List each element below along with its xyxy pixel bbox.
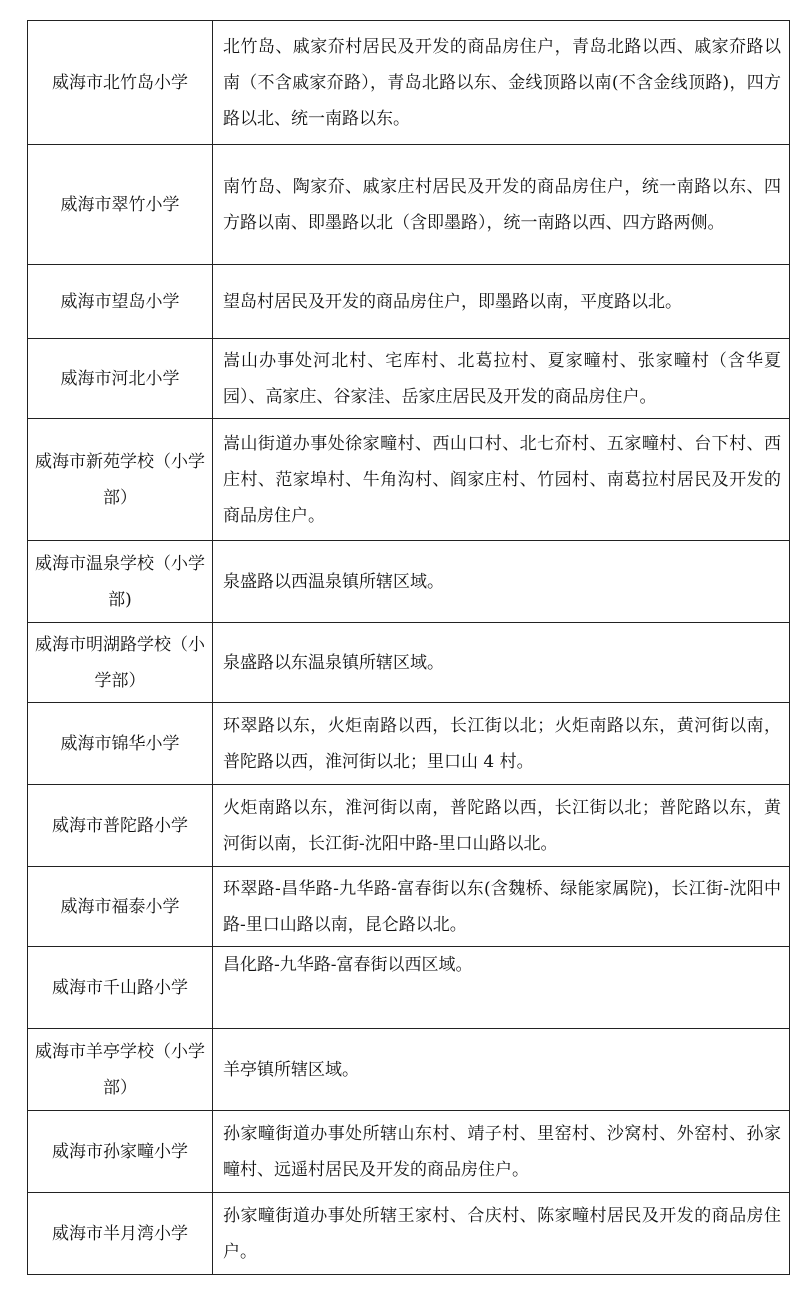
table-row (28, 1029, 790, 1111)
enrollment-area: 北竹岛、戚家夼村居民及开发的商品房住户，青岛北路以西、戚家夼路以南（不含戚家夼路），青岛北路以东、金线顶路以南(不含金线顶路)，四方路以北、统一南路以东。 (213, 21, 790, 145)
table-row (28, 419, 790, 541)
table-row (28, 541, 790, 623)
table-row (28, 785, 790, 867)
school-district-table (27, 20, 790, 1275)
school-name: 威海市北竹岛小学 (28, 21, 213, 145)
table-row (28, 339, 790, 419)
table-row (28, 21, 790, 145)
enrollment-area: 泉盛路以西温泉镇所辖区域。 (213, 541, 790, 623)
school-name: 威海市福泰小学 (28, 867, 213, 947)
table-row (28, 265, 790, 339)
school-name: 威海市羊亭学校（小学部） (28, 1029, 213, 1111)
enrollment-area: 泉盛路以东温泉镇所辖区域。 (213, 623, 790, 703)
enrollment-area: 嵩山办事处河北村、宅库村、北葛拉村、夏家疃村、张家疃村（含华夏园）、高家庄、谷家洼、岳家庄居民及开发的商品房住户。 (213, 339, 790, 419)
table-row (28, 1111, 790, 1193)
school-name: 威海市望岛小学 (28, 265, 213, 339)
enrollment-area: 羊亭镇所辖区域。 (213, 1029, 790, 1111)
school-name: 威海市新苑学校（小学部） (28, 419, 213, 541)
table-row (28, 947, 790, 1029)
school-name: 威海市千山路小学 (28, 947, 213, 1029)
enrollment-area: 昌化路-九华路-富春街以西区域。 (213, 947, 790, 1029)
table-row (28, 623, 790, 703)
school-name: 威海市温泉学校（小学部) (28, 541, 213, 623)
table-row (28, 867, 790, 947)
enrollment-area: 环翠路以东，火炬南路以西，长江街以北；火炬南路以东，黄河街以南，普陀路以西，淮河街以北；里口山 4 村。 (213, 703, 790, 785)
enrollment-area: 孙家疃街道办事处所辖山东村、靖子村、里窑村、沙窝村、外窑村、孙家疃村、远遥村居民及开发的商品房住户。 (213, 1111, 790, 1193)
enrollment-area: 孙家疃街道办事处所辖王家村、合庆村、陈家疃村居民及开发的商品房住户。 (213, 1193, 790, 1275)
school-name: 威海市半月湾小学 (28, 1193, 213, 1275)
enrollment-area: 南竹岛、陶家夼、戚家庄村居民及开发的商品房住户，统一南路以东、四方路以南、即墨路以北（含即墨路），统一南路以西、四方路两侧。 (213, 145, 790, 265)
table-row (28, 703, 790, 785)
school-name: 威海市翠竹小学 (28, 145, 213, 265)
school-name: 威海市锦华小学 (28, 703, 213, 785)
table-row (28, 1193, 790, 1275)
school-name: 威海市孙家疃小学 (28, 1111, 213, 1193)
enrollment-area: 火炬南路以东，淮河街以南，普陀路以西，长江街以北；普陀路以东，黄河街以南，长江街-沈阳中路-里口山路以北。 (213, 785, 790, 867)
school-name: 威海市明湖路学校（小学部） (28, 623, 213, 703)
table-row (28, 145, 790, 265)
school-name: 威海市普陀路小学 (28, 785, 213, 867)
school-name: 威海市河北小学 (28, 339, 213, 419)
enrollment-area: 嵩山街道办事处徐家疃村、西山口村、北七夼村、五家疃村、台下村、西庄村、范家埠村、牛角沟村、阎家庄村、竹园村、南葛拉村居民及开发的商品房住户。 (213, 419, 790, 541)
enrollment-area: 环翠路-昌华路-九华路-富春街以东(含魏桥、绿能家属院)，长江街-沈阳中路-里口山路以南，昆仑路以北。 (213, 867, 790, 947)
enrollment-area: 望岛村居民及开发的商品房住户，即墨路以南，平度路以北。 (213, 265, 790, 339)
